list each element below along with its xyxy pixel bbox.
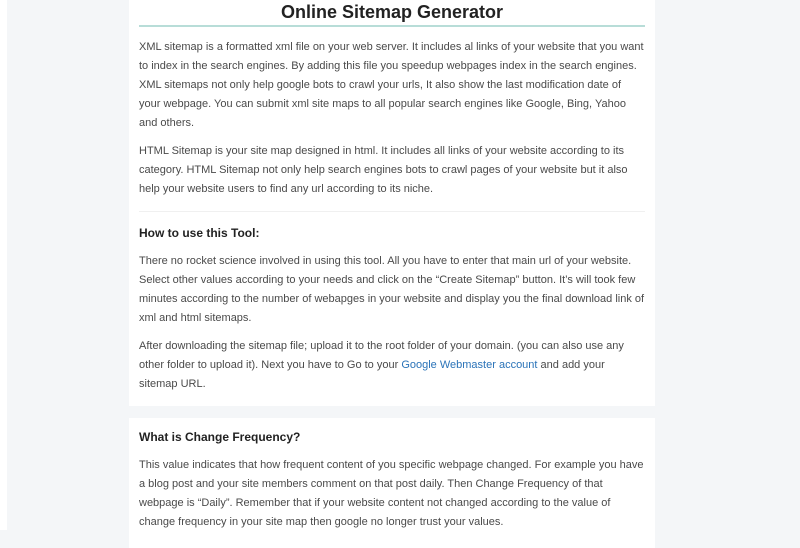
upload-text-after: and add your sitemap URL. <box>139 359 605 390</box>
upload-paragraph <box>139 337 645 394</box>
page-title: Online Sitemap Generator <box>280 2 504 22</box>
upload-text-before: After downloading the sitemap file; upload it to the root folder of your domain. (you can also use any other folder to upload it). Next you have to Go to your <box>139 340 624 371</box>
content-card-change-frequency <box>129 418 655 548</box>
content-card-main <box>129 0 655 406</box>
change-frequency-paragraph: This value indicates that how frequent content of you specific webpage changed. For example you have a blog post and your site members comment on that post daily. Then Change Frequency of that webpage is “Daily”. Remember that if your website content not changed according to the value of change frequency in your site map then google no longer trust your values. <box>139 459 644 528</box>
title-underline <box>139 25 645 27</box>
change-frequency-heading: What is Change Frequency? <box>139 430 301 444</box>
intro-paragraph-html: HTML Sitemap is your site map designed in html. It includes all links of your website according to its category. HTML Sitemap not only help search engines bots to crawl pages of your website but it also help your website users to find any url according to its niche. <box>139 145 628 195</box>
google-webmaster-link[interactable]: Google Webmaster account <box>401 359 538 371</box>
how-to-paragraph: There no rocket science involved in using this tool. All you have to enter that main url of your website. Select other values according to your needs and click on the “Create Sitemap” button. It’s will took few minutes according to the number of webapges in your website and display you the final download link of xml and html sitemaps. <box>139 255 645 324</box>
how-to-heading: How to use this Tool: <box>139 226 260 240</box>
section-divider <box>139 211 645 212</box>
left-gutter <box>0 0 7 530</box>
intro-paragraph-xml: XML sitemap is a formatted xml file on your web server. It includes al links of your website that you want to index in the search engines. By adding this file you speedup webpages index in the search engines. XML sitemaps not only help google bots to crawl your urls, It also show the last modification date of your webpage. You can submit xml site maps to all popular search engines like Google, Bing, Yahoo and others. <box>139 41 644 129</box>
